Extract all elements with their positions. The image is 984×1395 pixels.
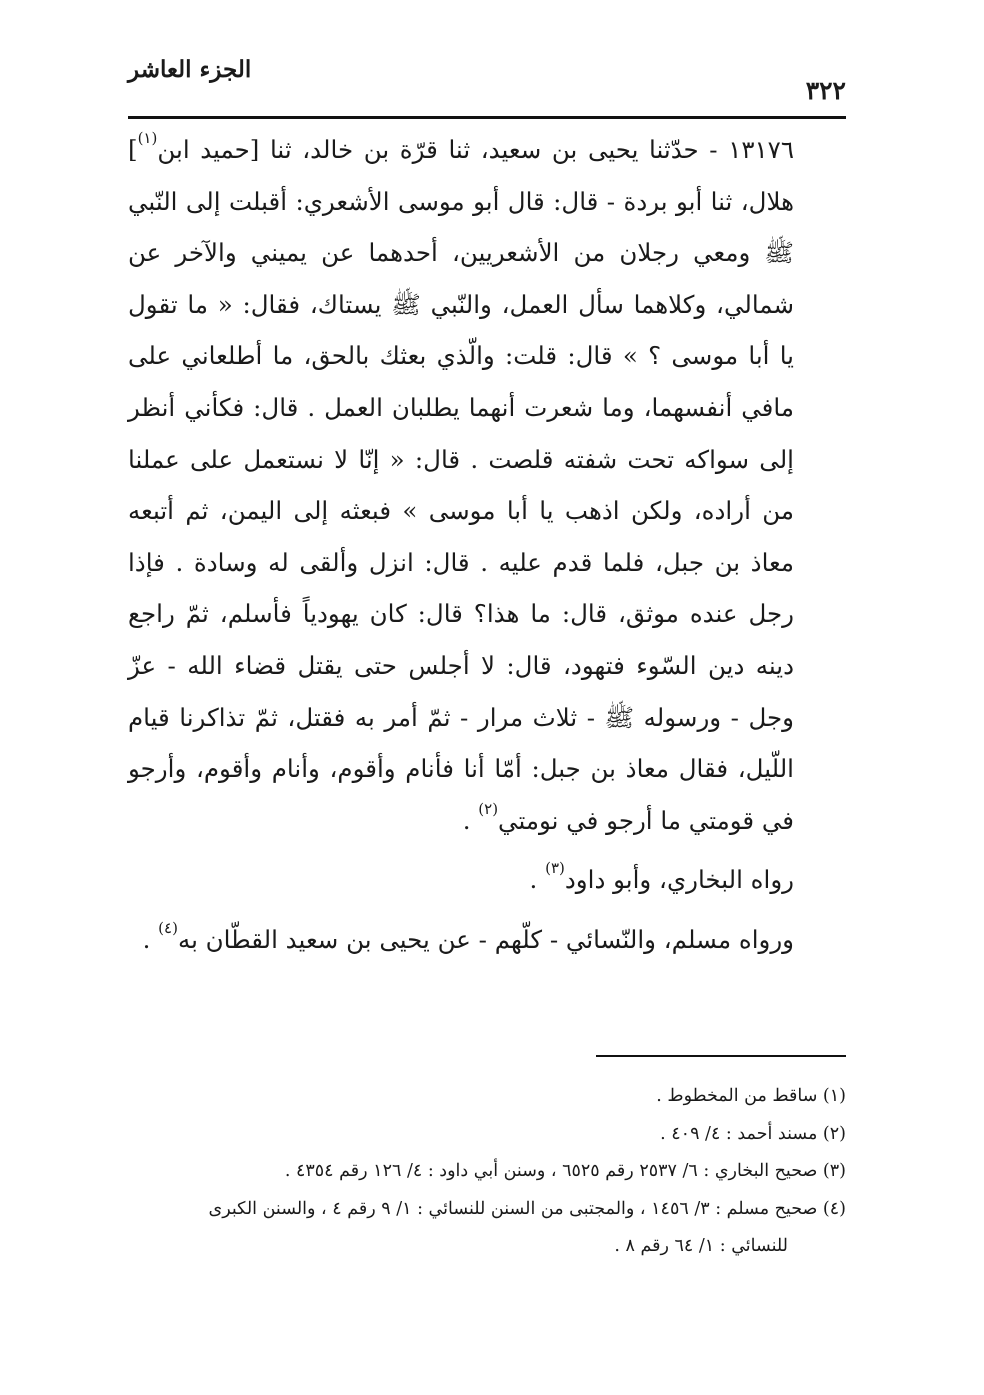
hadith-text-start: ١٣١٧٦ - حدّثنا يحيى بن سعيد، ثنا قرّة بن خالد، ثنا [حميد ابن [157, 135, 794, 164]
footnote-rule [596, 1055, 846, 1057]
footnote-ref-4: (٤) [158, 918, 178, 937]
footnote-ref-3: (٣) [545, 859, 565, 878]
narration-text-2: ورواه مسلم، والنّسائي - كلّهم - عن يحيى بن سعيد القطّان به [177, 924, 794, 954]
hadith-end: . [462, 805, 479, 835]
hadith-text: ] هلال، ثنا أبو بردة - قال: قال أبو موسى الأشعري: أقبلت إلى النّبي ﷺ ومعي رجلان من الأشعريين، أحدهما عن يميني والآخر عن شمالي، وكلاهما سأل العمل، والنّبي ﷺ يستاك، فقال: « ما تقول يا أبا موسى ؟ » قال: قلت: والّذي بعثك بالحق، ما أطلعاني على مافي أنفسهما، وما شعرت أنهما يطلبان العمل . قال: فكأني أنظر إلى سواكه تحت شفته قلصت . قال: « إنّا لا نستعمل على عملنا من أراده، ولكن اذهب يا أبا موسى » فبعثه إلى اليمن، ثم أتبعه معاذ بن جبل، فلما قدم عليه . قال: انزل وألقى له وسادة . فإذا رجل عنده موثق، قال: ما هذا؟ قال: كان يهودياً فأسلم، ثمّ راجع دينه دين السّوء فتهود، قال: لا أجلس حتى يقتل قضاء الله - عزّ وجل - ورسوله ﷺ - ثلاث مرار - ثمّ أمر به فقتل، ثمّ تذاكرنا قيام اللّيل، فقال معاذ بن جبل: أمّا أنا فأنام وأقوم، وأنام وأقوم، وأرجو في قومتي ما أرجو في نومتي [128, 135, 794, 835]
footnote-1: (١) ساقط من المخطوط . [656, 1086, 846, 1106]
running-title: الجزء العاشر [128, 56, 252, 83]
page-header [128, 50, 846, 116]
header-rule [128, 116, 846, 119]
narration-text-1: رواه البخاري، وأبو داود [564, 865, 794, 895]
footnote-ref-2: (٢) [478, 799, 499, 818]
hadith-paragraph [128, 124, 846, 846]
narration-paragraph-1 [128, 854, 846, 906]
narration-end-1: . [529, 865, 546, 895]
footnote-ref-1: (١) [137, 128, 158, 147]
footnotes [128, 1078, 846, 1266]
footnote-4-continuation: للنسائي : ١/ ٦٤ رقم ٨ . [614, 1236, 788, 1256]
footnote-2: (٢) مسند أحمد : ٤/ ٤٠٩ . [660, 1123, 846, 1144]
footnote-4: (٤) صحيح مسلم : ٣/ ١٤٥٦ ، والمجتبى من السنن للنسائي : ١/ ٩ رقم ٤ ، والسنن الكبرى [208, 1198, 846, 1219]
narration-end-2: . [142, 924, 159, 954]
footnote-3: (٣) صحيح البخاري : ٦/ ٢٥٣٧ رقم ٦٥٢٥ ، وسنن أبي داود : ٤/ ١٢٦ رقم ٤٣٥٤ . [284, 1161, 846, 1181]
narration-paragraph-2 [128, 914, 846, 966]
main-text [128, 124, 846, 974]
page-number: ٣٢٢ [805, 76, 846, 105]
